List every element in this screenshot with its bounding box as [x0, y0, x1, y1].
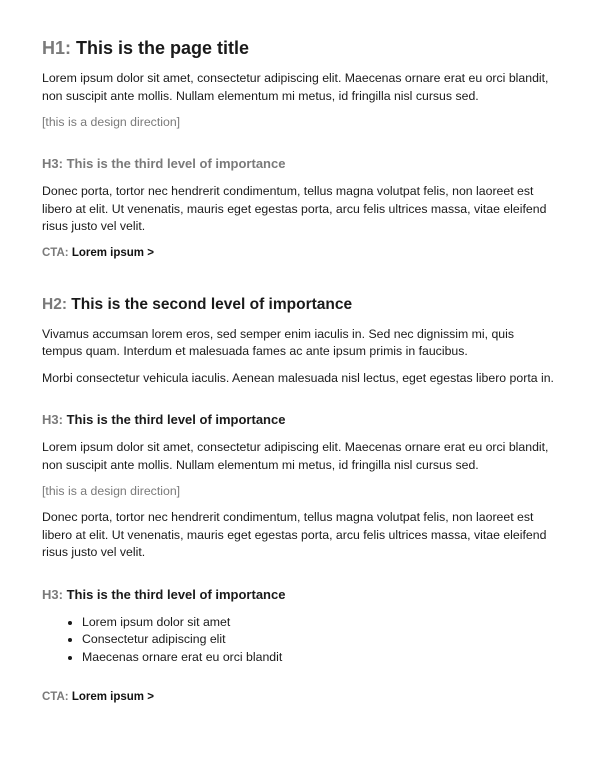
section2-paragraph-2: Morbi consectetur vehicula iaculis. Aenean malesuada nisl lectus, eget egestas libero porta in.: [42, 370, 554, 385]
list-item: • Maecenas ornare erat eu orci blandit: [82, 649, 554, 667]
cta-prefix: CTA:: [42, 246, 69, 259]
list-item: • Consectetur adipiscing elit: [82, 631, 554, 649]
section1-paragraph: Donec porta, tortor nec hendrerit condimentum, tellus magna volutpat felis, non laoreet est libero at elit. Ut venenatis, mauris eget egestas porta, arcu felis ultrices massa, vitae eleifend risus justo vel velit.: [42, 184, 547, 233]
cta: [42, 246, 554, 261]
intro-paragraph: Lorem ipsum dolor sit amet, consectetur adipiscing elit. Maecenas ornare erat eu orci blandit, non suscipit ante mollis. Nullam elementum mi metus, id fringilla nisl cursus sed.: [42, 71, 549, 103]
design-direction-note: [this is a design direction]: [42, 115, 181, 129]
h2-title: This is the second level of importance: [71, 295, 353, 313]
section3-subheading: [42, 586, 554, 603]
bullet-list: [42, 614, 554, 667]
design-direction-note: [this is a design direction]: [42, 484, 181, 498]
section2-paragraph-3: Lorem ipsum dolor sit amet, consectetur adipiscing elit. Maecenas ornare erat eu orci blandit, non suscipit ante mollis. Nullam elementum mi metus, id fringilla nisl cursus sed.: [42, 440, 549, 472]
section2-subheading: [42, 411, 554, 428]
section-heading-h2: [42, 295, 554, 315]
cta-prefix: CTA:: [42, 691, 69, 703]
h1-title: This is the page title: [76, 38, 250, 58]
cta-link[interactable]: Lorem ipsum >: [71, 246, 154, 259]
section1-heading: [42, 155, 554, 172]
h3-title: This is the third level of importance: [66, 586, 286, 602]
h2-prefix: H2:: [42, 295, 67, 313]
page-title: [42, 37, 554, 59]
list-item: • Lorem ipsum dolor sit amet: [82, 614, 554, 632]
h3-prefix: H3:: [42, 586, 63, 602]
h1-prefix: H1:: [42, 38, 72, 58]
h3-prefix: H3:: [42, 412, 63, 427]
h3-title: This is the third level of importance: [66, 156, 286, 171]
section2-paragraph-1: Vivamus accumsan lorem eros, sed semper enim iaculis in. Sed nec dignissim mi, quis tempus quam. Interdum et malesuada fames ac ante ipsum primis in faucibus.: [42, 326, 515, 358]
h3-prefix: H3:: [42, 156, 63, 171]
cta: [42, 690, 554, 705]
section2-paragraph-4: Donec porta, tortor nec hendrerit condimentum, tellus magna volutpat felis, non laoreet est libero at elit. Ut venenatis, mauris eget egestas porta, arcu felis ultrices massa, vitae eleifend risus justo vel velit.: [42, 510, 547, 559]
cta-link[interactable]: Lorem ipsum >: [71, 691, 154, 703]
h3-title: This is the third level of importance: [66, 412, 286, 427]
